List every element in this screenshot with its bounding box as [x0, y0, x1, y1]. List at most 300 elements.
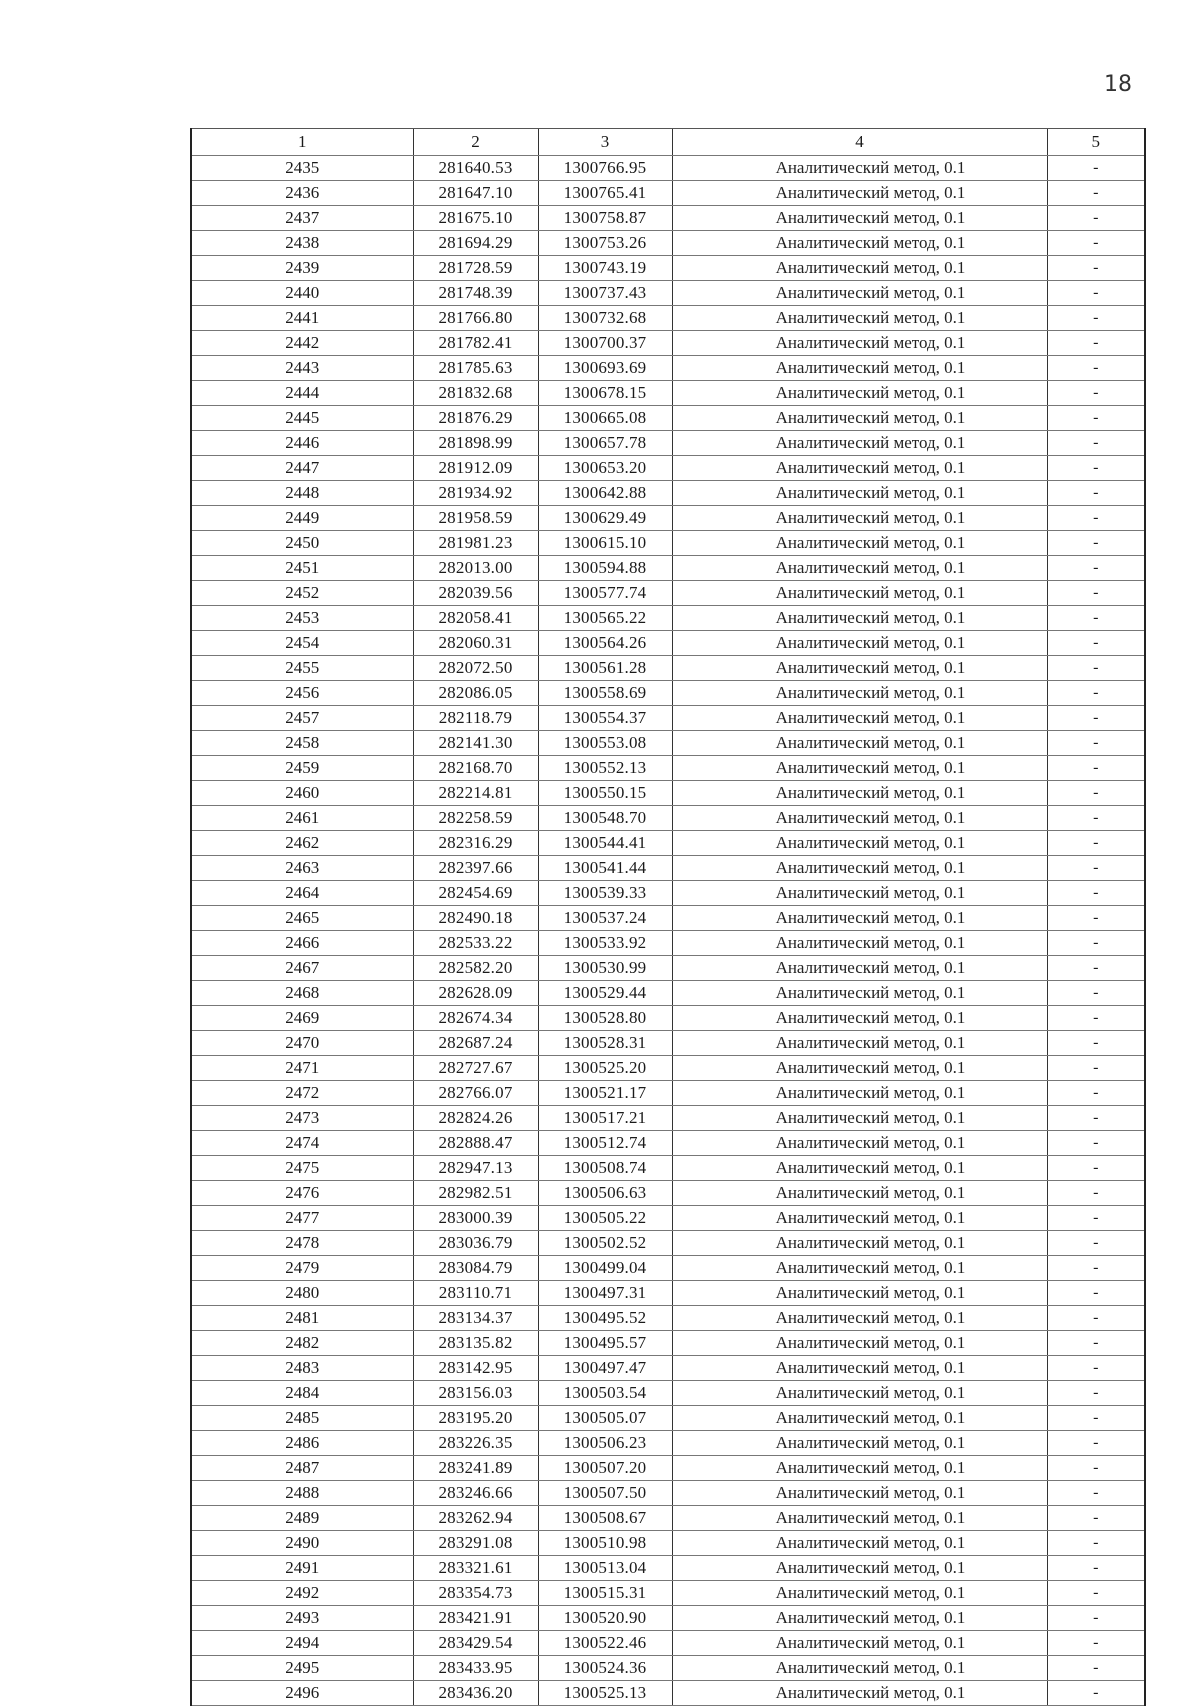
point-number-cell: 2476	[191, 1181, 413, 1206]
point-number-cell: 2467	[191, 956, 413, 981]
y-coordinate-cell: 1300503.54	[538, 1381, 672, 1406]
table-row	[191, 1106, 1145, 1131]
note-cell: -	[1047, 1306, 1145, 1331]
method-cell: Аналитический метод, 0.1	[672, 1131, 1047, 1156]
table-row	[191, 906, 1145, 931]
table-row	[191, 656, 1145, 681]
table-row	[191, 1306, 1145, 1331]
method-cell: Аналитический метод, 0.1	[672, 1606, 1047, 1631]
y-coordinate-cell: 1300544.41	[538, 831, 672, 856]
y-coordinate-cell: 1300539.33	[538, 881, 672, 906]
method-cell: Аналитический метод, 0.1	[672, 731, 1047, 756]
x-coordinate-cell: 282397.66	[413, 856, 538, 881]
note-cell: -	[1047, 1656, 1145, 1681]
point-number-cell: 2444	[191, 381, 413, 406]
y-coordinate-cell: 1300533.92	[538, 931, 672, 956]
point-number-cell: 2488	[191, 1481, 413, 1506]
x-coordinate-cell: 281981.23	[413, 531, 538, 556]
y-coordinate-cell: 1300765.41	[538, 181, 672, 206]
table-row	[191, 556, 1145, 581]
table-row	[191, 181, 1145, 206]
x-coordinate-cell: 282628.09	[413, 981, 538, 1006]
x-coordinate-cell: 281934.92	[413, 481, 538, 506]
point-number-cell: 2475	[191, 1156, 413, 1181]
note-cell: -	[1047, 1281, 1145, 1306]
note-cell: -	[1047, 1356, 1145, 1381]
note-cell: -	[1047, 1481, 1145, 1506]
note-cell: -	[1047, 1031, 1145, 1056]
table-row	[191, 331, 1145, 356]
table-row	[191, 1431, 1145, 1456]
y-coordinate-cell: 1300766.95	[538, 156, 672, 181]
note-cell: -	[1047, 181, 1145, 206]
note-cell: -	[1047, 556, 1145, 581]
table-row	[191, 1506, 1145, 1531]
point-number-cell: 2448	[191, 481, 413, 506]
x-coordinate-cell: 283241.89	[413, 1456, 538, 1481]
note-cell: -	[1047, 1131, 1145, 1156]
method-cell: Аналитический метод, 0.1	[672, 881, 1047, 906]
method-cell: Аналитический метод, 0.1	[672, 931, 1047, 956]
table-row	[191, 956, 1145, 981]
point-number-cell: 2463	[191, 856, 413, 881]
note-cell: -	[1047, 806, 1145, 831]
y-coordinate-cell: 1300700.37	[538, 331, 672, 356]
method-cell: Аналитический метод, 0.1	[672, 1281, 1047, 1306]
point-number-cell: 2490	[191, 1531, 413, 1556]
point-number-cell: 2454	[191, 631, 413, 656]
table-row	[191, 431, 1145, 456]
point-number-cell: 2466	[191, 931, 413, 956]
note-cell: -	[1047, 1506, 1145, 1531]
x-coordinate-cell: 282058.41	[413, 606, 538, 631]
table-row	[191, 231, 1145, 256]
note-cell: -	[1047, 1056, 1145, 1081]
x-coordinate-cell: 283195.20	[413, 1406, 538, 1431]
point-number-cell: 2450	[191, 531, 413, 556]
y-coordinate-cell: 1300657.78	[538, 431, 672, 456]
note-cell: -	[1047, 156, 1145, 181]
point-number-cell: 2456	[191, 681, 413, 706]
note-cell: -	[1047, 906, 1145, 931]
note-cell: -	[1047, 1581, 1145, 1606]
method-cell: Аналитический метод, 0.1	[672, 1256, 1047, 1281]
note-cell: -	[1047, 1256, 1145, 1281]
table-row	[191, 1031, 1145, 1056]
point-number-cell: 2495	[191, 1656, 413, 1681]
column-header-2: 2	[413, 129, 538, 156]
note-cell: -	[1047, 1156, 1145, 1181]
x-coordinate-cell: 283433.95	[413, 1656, 538, 1681]
table-row	[191, 1456, 1145, 1481]
point-number-cell: 2447	[191, 456, 413, 481]
table-row	[191, 1056, 1145, 1081]
x-coordinate-cell: 281782.41	[413, 331, 538, 356]
point-number-cell: 2457	[191, 706, 413, 731]
method-cell: Аналитический метод, 0.1	[672, 606, 1047, 631]
note-cell: -	[1047, 606, 1145, 631]
note-cell: -	[1047, 456, 1145, 481]
y-coordinate-cell: 1300502.52	[538, 1231, 672, 1256]
method-cell: Аналитический метод, 0.1	[672, 556, 1047, 581]
note-cell: -	[1047, 981, 1145, 1006]
table-row	[191, 1381, 1145, 1406]
y-coordinate-cell: 1300528.31	[538, 1031, 672, 1056]
x-coordinate-cell: 282824.26	[413, 1106, 538, 1131]
note-cell: -	[1047, 1531, 1145, 1556]
x-coordinate-cell: 281728.59	[413, 256, 538, 281]
point-number-cell: 2440	[191, 281, 413, 306]
table-row	[191, 1581, 1145, 1606]
method-cell: Аналитический метод, 0.1	[672, 181, 1047, 206]
note-cell: -	[1047, 1431, 1145, 1456]
table-row	[191, 731, 1145, 756]
point-number-cell: 2478	[191, 1231, 413, 1256]
y-coordinate-cell: 1300515.31	[538, 1581, 672, 1606]
note-cell: -	[1047, 681, 1145, 706]
note-cell: -	[1047, 731, 1145, 756]
y-coordinate-cell: 1300653.20	[538, 456, 672, 481]
table-row	[191, 806, 1145, 831]
x-coordinate-cell: 281912.09	[413, 456, 538, 481]
x-coordinate-cell: 281898.99	[413, 431, 538, 456]
method-cell: Аналитический метод, 0.1	[672, 506, 1047, 531]
method-cell: Аналитический метод, 0.1	[672, 631, 1047, 656]
point-number-cell: 2451	[191, 556, 413, 581]
note-cell: -	[1047, 1681, 1145, 1706]
point-number-cell: 2489	[191, 1506, 413, 1531]
point-number-cell: 2471	[191, 1056, 413, 1081]
y-coordinate-cell: 1300507.20	[538, 1456, 672, 1481]
x-coordinate-cell: 281675.10	[413, 206, 538, 231]
x-coordinate-cell: 283142.95	[413, 1356, 538, 1381]
method-cell: Аналитический метод, 0.1	[672, 1231, 1047, 1256]
note-cell: -	[1047, 781, 1145, 806]
table-row	[191, 1081, 1145, 1106]
y-coordinate-cell: 1300552.13	[538, 756, 672, 781]
x-coordinate-cell: 283084.79	[413, 1256, 538, 1281]
point-number-cell: 2455	[191, 656, 413, 681]
method-cell: Аналитический метод, 0.1	[672, 1556, 1047, 1581]
column-header-4: 4	[672, 129, 1047, 156]
table-row	[191, 156, 1145, 181]
x-coordinate-cell: 282072.50	[413, 656, 538, 681]
method-cell: Аналитический метод, 0.1	[672, 781, 1047, 806]
note-cell: -	[1047, 381, 1145, 406]
column-header-1: 1	[191, 129, 413, 156]
table-row	[191, 1281, 1145, 1306]
point-number-cell: 2482	[191, 1331, 413, 1356]
table-row	[191, 1556, 1145, 1581]
method-cell: Аналитический метод, 0.1	[672, 1356, 1047, 1381]
method-cell: Аналитический метод, 0.1	[672, 1206, 1047, 1231]
method-cell: Аналитический метод, 0.1	[672, 481, 1047, 506]
note-cell: -	[1047, 231, 1145, 256]
y-coordinate-cell: 1300554.37	[538, 706, 672, 731]
x-coordinate-cell: 282141.30	[413, 731, 538, 756]
x-coordinate-cell: 282533.22	[413, 931, 538, 956]
note-cell: -	[1047, 1331, 1145, 1356]
point-number-cell: 2453	[191, 606, 413, 631]
point-number-cell: 2460	[191, 781, 413, 806]
note-cell: -	[1047, 1181, 1145, 1206]
method-cell: Аналитический метод, 0.1	[672, 1306, 1047, 1331]
point-number-cell: 2492	[191, 1581, 413, 1606]
note-cell: -	[1047, 406, 1145, 431]
x-coordinate-cell: 283262.94	[413, 1506, 538, 1531]
method-cell: Аналитический метод, 0.1	[672, 381, 1047, 406]
x-coordinate-cell: 283226.35	[413, 1431, 538, 1456]
note-cell: -	[1047, 831, 1145, 856]
method-cell: Аналитический метод, 0.1	[672, 1031, 1047, 1056]
table-row	[191, 706, 1145, 731]
y-coordinate-cell: 1300615.10	[538, 531, 672, 556]
x-coordinate-cell: 281766.80	[413, 306, 538, 331]
x-coordinate-cell: 282118.79	[413, 706, 538, 731]
table-row	[191, 881, 1145, 906]
method-cell: Аналитический метод, 0.1	[672, 831, 1047, 856]
x-coordinate-cell: 282947.13	[413, 1156, 538, 1181]
note-cell: -	[1047, 1081, 1145, 1106]
header-row	[191, 129, 1145, 156]
method-cell: Аналитический метод, 0.1	[672, 256, 1047, 281]
point-number-cell: 2445	[191, 406, 413, 431]
table-row	[191, 1006, 1145, 1031]
y-coordinate-cell: 1300541.44	[538, 856, 672, 881]
x-coordinate-cell: 282060.31	[413, 631, 538, 656]
table-row	[191, 281, 1145, 306]
method-cell: Аналитический метод, 0.1	[672, 1106, 1047, 1131]
table-row	[191, 1606, 1145, 1631]
point-number-cell: 2464	[191, 881, 413, 906]
y-coordinate-cell: 1300505.07	[538, 1406, 672, 1431]
table-body	[191, 156, 1145, 1706]
method-cell: Аналитический метод, 0.1	[672, 306, 1047, 331]
table-row	[191, 356, 1145, 381]
point-number-cell: 2439	[191, 256, 413, 281]
point-number-cell: 2449	[191, 506, 413, 531]
y-coordinate-cell: 1300565.22	[538, 606, 672, 631]
x-coordinate-cell: 283354.73	[413, 1581, 538, 1606]
point-number-cell: 2446	[191, 431, 413, 456]
point-number-cell: 2469	[191, 1006, 413, 1031]
method-cell: Аналитический метод, 0.1	[672, 1181, 1047, 1206]
y-coordinate-cell: 1300530.99	[538, 956, 672, 981]
coordinates-table-container	[190, 128, 1144, 1706]
point-number-cell: 2470	[191, 1031, 413, 1056]
x-coordinate-cell: 282727.67	[413, 1056, 538, 1081]
note-cell: -	[1047, 481, 1145, 506]
y-coordinate-cell: 1300506.63	[538, 1181, 672, 1206]
x-coordinate-cell: 283321.61	[413, 1556, 538, 1581]
method-cell: Аналитический метод, 0.1	[672, 1381, 1047, 1406]
point-number-cell: 2462	[191, 831, 413, 856]
method-cell: Аналитический метод, 0.1	[672, 206, 1047, 231]
y-coordinate-cell: 1300642.88	[538, 481, 672, 506]
method-cell: Аналитический метод, 0.1	[672, 681, 1047, 706]
y-coordinate-cell: 1300743.19	[538, 256, 672, 281]
y-coordinate-cell: 1300506.23	[538, 1431, 672, 1456]
y-coordinate-cell: 1300548.70	[538, 806, 672, 831]
point-number-cell: 2458	[191, 731, 413, 756]
method-cell: Аналитический метод, 0.1	[672, 331, 1047, 356]
table-row	[191, 1331, 1145, 1356]
method-cell: Аналитический метод, 0.1	[672, 1156, 1047, 1181]
table-row	[191, 1481, 1145, 1506]
method-cell: Аналитический метод, 0.1	[672, 581, 1047, 606]
table-row	[191, 1206, 1145, 1231]
x-coordinate-cell: 281832.68	[413, 381, 538, 406]
point-number-cell: 2481	[191, 1306, 413, 1331]
y-coordinate-cell: 1300512.74	[538, 1131, 672, 1156]
point-number-cell: 2442	[191, 331, 413, 356]
table-row	[191, 781, 1145, 806]
table-row	[191, 681, 1145, 706]
y-coordinate-cell: 1300732.68	[538, 306, 672, 331]
y-coordinate-cell: 1300508.74	[538, 1156, 672, 1181]
point-number-cell: 2436	[191, 181, 413, 206]
method-cell: Аналитический метод, 0.1	[672, 981, 1047, 1006]
note-cell: -	[1047, 581, 1145, 606]
y-coordinate-cell: 1300665.08	[538, 406, 672, 431]
y-coordinate-cell: 1300550.15	[538, 781, 672, 806]
point-number-cell: 2480	[191, 1281, 413, 1306]
y-coordinate-cell: 1300525.20	[538, 1056, 672, 1081]
point-number-cell: 2461	[191, 806, 413, 831]
y-coordinate-cell: 1300528.80	[538, 1006, 672, 1031]
y-coordinate-cell: 1300525.13	[538, 1681, 672, 1706]
point-number-cell: 2443	[191, 356, 413, 381]
note-cell: -	[1047, 881, 1145, 906]
note-cell: -	[1047, 256, 1145, 281]
point-number-cell: 2468	[191, 981, 413, 1006]
y-coordinate-cell: 1300753.26	[538, 231, 672, 256]
method-cell: Аналитический метод, 0.1	[672, 1081, 1047, 1106]
table-row	[191, 856, 1145, 881]
point-number-cell: 2441	[191, 306, 413, 331]
y-coordinate-cell: 1300522.46	[538, 1631, 672, 1656]
x-coordinate-cell: 281785.63	[413, 356, 538, 381]
point-number-cell: 2487	[191, 1456, 413, 1481]
point-number-cell: 2479	[191, 1256, 413, 1281]
method-cell: Аналитический метод, 0.1	[672, 756, 1047, 781]
y-coordinate-cell: 1300497.31	[538, 1281, 672, 1306]
y-coordinate-cell: 1300678.15	[538, 381, 672, 406]
x-coordinate-cell: 283436.20	[413, 1681, 538, 1706]
y-coordinate-cell: 1300495.52	[538, 1306, 672, 1331]
note-cell: -	[1047, 956, 1145, 981]
x-coordinate-cell: 282086.05	[413, 681, 538, 706]
method-cell: Аналитический метод, 0.1	[672, 856, 1047, 881]
note-cell: -	[1047, 1231, 1145, 1256]
y-coordinate-cell: 1300513.04	[538, 1556, 672, 1581]
x-coordinate-cell: 282674.34	[413, 1006, 538, 1031]
x-coordinate-cell: 282454.69	[413, 881, 538, 906]
note-cell: -	[1047, 206, 1145, 231]
table-row	[191, 1406, 1145, 1431]
table-row	[191, 1531, 1145, 1556]
y-coordinate-cell: 1300520.90	[538, 1606, 672, 1631]
note-cell: -	[1047, 306, 1145, 331]
table-row	[191, 581, 1145, 606]
x-coordinate-cell: 281694.29	[413, 231, 538, 256]
note-cell: -	[1047, 1006, 1145, 1031]
x-coordinate-cell: 283110.71	[413, 1281, 538, 1306]
x-coordinate-cell: 282214.81	[413, 781, 538, 806]
table-row	[191, 981, 1145, 1006]
point-number-cell: 2438	[191, 231, 413, 256]
x-coordinate-cell: 282582.20	[413, 956, 538, 981]
note-cell: -	[1047, 1606, 1145, 1631]
point-number-cell: 2472	[191, 1081, 413, 1106]
y-coordinate-cell: 1300497.47	[538, 1356, 672, 1381]
table-row	[191, 506, 1145, 531]
x-coordinate-cell: 283246.66	[413, 1481, 538, 1506]
method-cell: Аналитический метод, 0.1	[672, 1056, 1047, 1081]
y-coordinate-cell: 1300508.67	[538, 1506, 672, 1531]
point-number-cell: 2465	[191, 906, 413, 931]
x-coordinate-cell: 282013.00	[413, 556, 538, 581]
method-cell: Аналитический метод, 0.1	[672, 1006, 1047, 1031]
x-coordinate-cell: 283135.82	[413, 1331, 538, 1356]
x-coordinate-cell: 283291.08	[413, 1531, 538, 1556]
table-row	[191, 931, 1145, 956]
note-cell: -	[1047, 531, 1145, 556]
table-row	[191, 1656, 1145, 1681]
method-cell: Аналитический метод, 0.1	[672, 356, 1047, 381]
y-coordinate-cell: 1300553.08	[538, 731, 672, 756]
table-row	[191, 831, 1145, 856]
point-number-cell: 2493	[191, 1606, 413, 1631]
x-coordinate-cell: 281748.39	[413, 281, 538, 306]
x-coordinate-cell: 283156.03	[413, 1381, 538, 1406]
point-number-cell: 2477	[191, 1206, 413, 1231]
table-row	[191, 456, 1145, 481]
y-coordinate-cell: 1300505.22	[538, 1206, 672, 1231]
point-number-cell: 2437	[191, 206, 413, 231]
point-number-cell: 2491	[191, 1556, 413, 1581]
note-cell: -	[1047, 1631, 1145, 1656]
table-row	[191, 1231, 1145, 1256]
note-cell: -	[1047, 1556, 1145, 1581]
method-cell: Аналитический метод, 0.1	[672, 1431, 1047, 1456]
x-coordinate-cell: 282258.59	[413, 806, 538, 831]
table-row	[191, 1181, 1145, 1206]
point-number-cell: 2486	[191, 1431, 413, 1456]
method-cell: Аналитический метод, 0.1	[672, 1506, 1047, 1531]
x-coordinate-cell: 283429.54	[413, 1631, 538, 1656]
method-cell: Аналитический метод, 0.1	[672, 1456, 1047, 1481]
method-cell: Аналитический метод, 0.1	[672, 656, 1047, 681]
method-cell: Аналитический метод, 0.1	[672, 231, 1047, 256]
point-number-cell: 2485	[191, 1406, 413, 1431]
coordinates-table	[190, 128, 1146, 1706]
method-cell: Аналитический метод, 0.1	[672, 906, 1047, 931]
y-coordinate-cell: 1300558.69	[538, 681, 672, 706]
x-coordinate-cell: 282039.56	[413, 581, 538, 606]
x-coordinate-cell: 283000.39	[413, 1206, 538, 1231]
method-cell: Аналитический метод, 0.1	[672, 281, 1047, 306]
method-cell: Аналитический метод, 0.1	[672, 1531, 1047, 1556]
y-coordinate-cell: 1300507.50	[538, 1481, 672, 1506]
column-header-5: 5	[1047, 129, 1145, 156]
page-number: 18	[1104, 72, 1132, 97]
note-cell: -	[1047, 1406, 1145, 1431]
table-row	[191, 406, 1145, 431]
method-cell: Аналитический метод, 0.1	[672, 1406, 1047, 1431]
y-coordinate-cell: 1300510.98	[538, 1531, 672, 1556]
method-cell: Аналитический метод, 0.1	[672, 1631, 1047, 1656]
